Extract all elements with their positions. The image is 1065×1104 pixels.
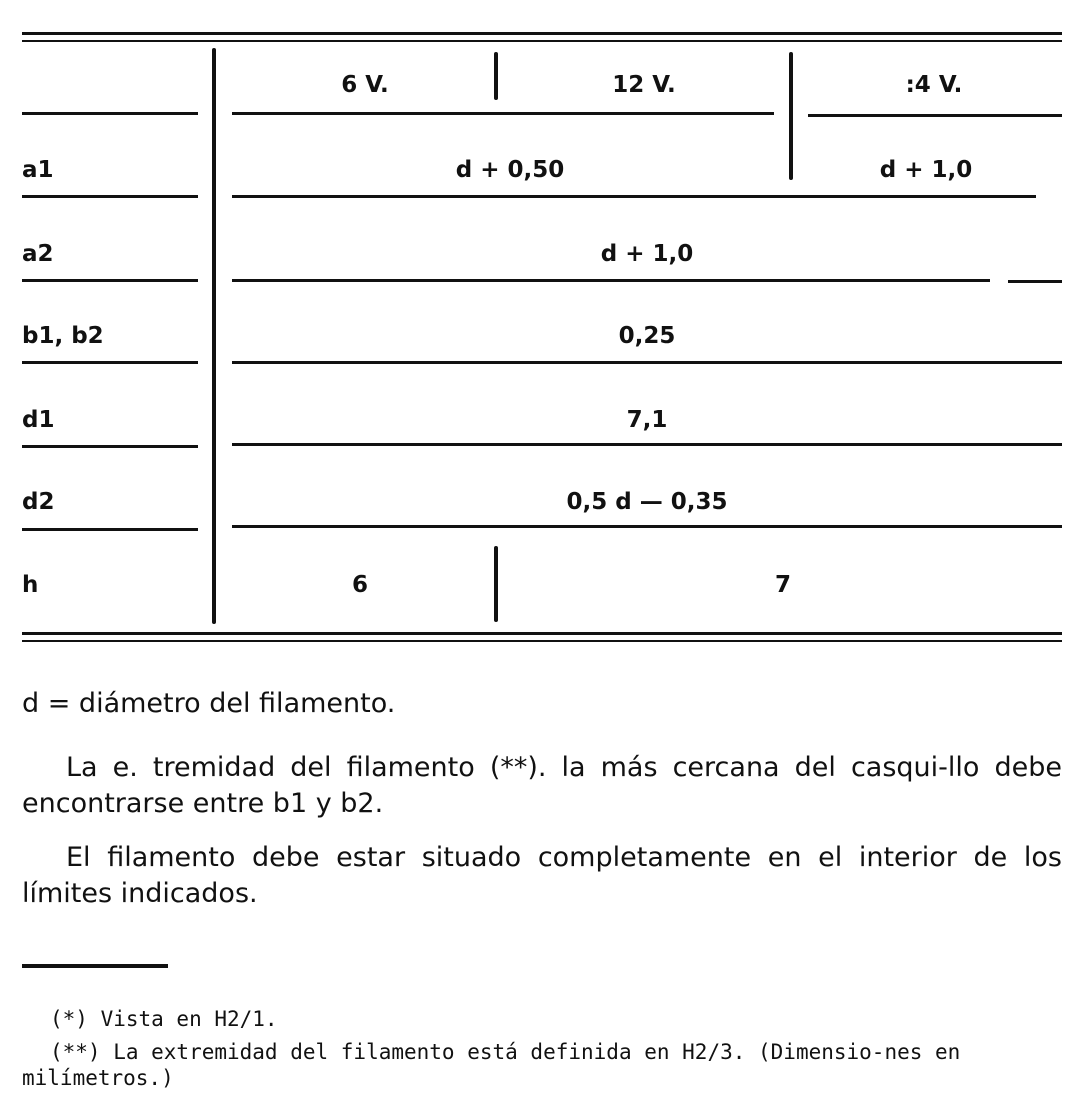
row-label-a2: a2 <box>22 241 54 267</box>
paragraph-filament-position: El filamento debe estar situado completamente en el interior de los límites indicados. <box>22 842 1062 909</box>
row-label-a1: a1 <box>22 157 54 183</box>
table-bottom-rule <box>22 632 1062 635</box>
row-d2-value: 0,5 d — 0,35 <box>566 489 728 515</box>
row-h-divider <box>494 546 498 622</box>
header-12v: 12 V. <box>612 72 676 98</box>
row-a2-rule-left <box>22 279 198 282</box>
row-a1-rule-left <box>22 195 198 198</box>
header-underline-24 <box>808 114 1062 117</box>
row-d2-rule-left <box>22 528 198 531</box>
table-bottom-rule-2 <box>22 640 1062 642</box>
row-a1-value-6-12v: d + 0,50 <box>455 157 565 183</box>
row-h-value-12-24v: 7 <box>774 572 791 598</box>
table-top-rule <box>22 32 1062 35</box>
row-label-h: h <box>22 572 39 598</box>
row-d1-rule <box>232 443 1062 446</box>
paragraph-filament-end: La e. tremidad del filamento (**). la más cercana del casqui-llo debe encontrarse entre b1 y b2. <box>22 752 1062 819</box>
row-h-value-6v: 6 <box>351 572 368 598</box>
header-divider-6-12 <box>494 52 498 100</box>
row-label-b1-b2: b1, b2 <box>22 323 104 349</box>
row-a1-rule <box>232 195 1036 198</box>
header-6v: 6 V. <box>341 72 389 98</box>
row-d1-rule-left <box>22 445 198 448</box>
footnote-separator <box>22 964 168 968</box>
row-a1-value-24v: d + 1,0 <box>879 157 973 183</box>
row-label-d2: d2 <box>22 489 55 515</box>
row-a2-rule-right <box>1008 280 1062 283</box>
definition-text: d = diámetro del filamento. <box>22 688 396 719</box>
header-divider-12-24 <box>789 52 793 180</box>
row-b1-b2-rule-left <box>22 361 198 364</box>
row-d1-value: 7,1 <box>626 407 668 433</box>
row-b1-b2-rule <box>232 361 1062 364</box>
table-label-divider <box>212 48 216 624</box>
header-underline-6-12 <box>232 112 774 115</box>
row-a2-rule <box>232 279 990 282</box>
row-label-d1: d1 <box>22 407 55 433</box>
header-underline-left <box>22 112 198 115</box>
footnote-2: (**) La extremidad del filamento está definida en H2/3. (Dimensio-nes en milímetros.) <box>22 1040 961 1090</box>
row-a2-value: d + 1,0 <box>600 241 694 267</box>
header-24v: :4 V. <box>905 72 963 98</box>
row-b1-b2-value: 0,25 <box>618 323 676 349</box>
row-d2-rule <box>232 525 1062 528</box>
footnote-1: (*) Vista en H2/1. <box>50 1007 278 1031</box>
table-top-rule-2 <box>22 40 1062 42</box>
